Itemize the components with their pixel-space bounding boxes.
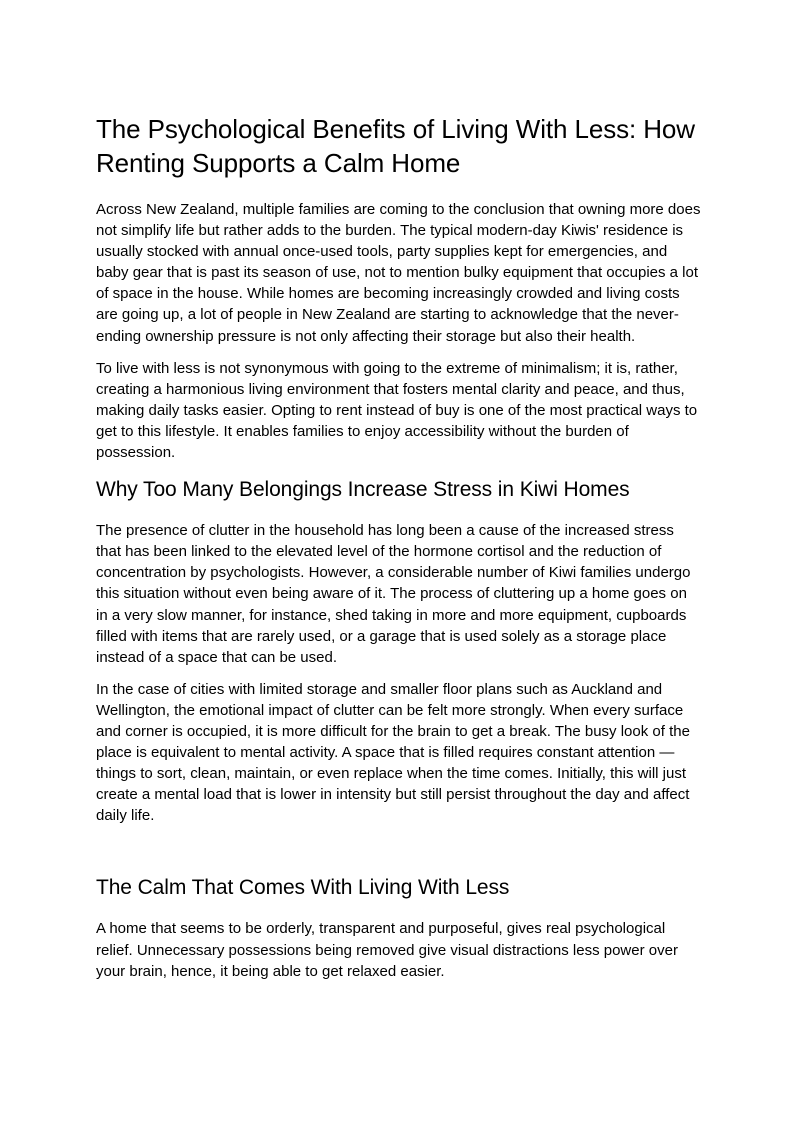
section-stress-paragraph-1: The presence of clutter in the household has long been a cause of the increased stress that has been linked to the elevated level of the hormone cortisol and the reduction of concentration by psychologists. However, a considerable number of Kiwi families undergo this situation without even being aware of it. The process of cluttering up a home goes on in a very slow manner, for instance, shed taking in more and more equipment, cupboards filled with items that are rarely used, or a garage that is used solely as a storage place instead of a space that can be used. (96, 522, 691, 666)
section-heading-calm: The Calm That Comes With Living With Less (96, 876, 510, 900)
section-stress-paragraph-2: In the case of cities with limited storage and smaller floor plans such as Auckland and Wellington, the emotional impact of clutter can be felt more strongly. When every surface and corner is occupied, it is more difficult for the brain to get a break. The busy look of the place is equivalent to mental activity. A space that is filled requires constant attention — things to sort, clean, maintain, or even replace when the time comes. Initially, this will just create a mental load that is lower in intensity but still persist throughout the day and affect daily life. (96, 680, 690, 825)
section-calm-paragraph-1: A home that seems to be orderly, transparent and purposeful, gives real psychological relief. Unnecessary possessions being removed give visual distractions less power over your brain, hence, it being able to get relaxed easier. (96, 920, 678, 980)
intro-paragraph-1: Across New Zealand, multiple families are coming to the conclusion that owning more does not simplify life but rather adds to the burden. The typical modern-day Kiwis' residence is usually stocked with annual once-used tools, party supplies kept for emergencies, and baby gear that is past its season of use, not to mention bulky equipment that occupies a lot of space in the house. While homes are becoming increasingly crowded and living costs are going up, a lot of people in New Zealand are starting to acknowledge that the never-ending ownership pressure is not only affecting their storage but also their health. (96, 201, 701, 345)
document-title: The Psychological Benefits of Living With Less: How Renting Supports a Calm Home (96, 114, 695, 178)
section-heading-stress: Why Too Many Belongings Increase Stress in Kiwi Homes (96, 478, 630, 502)
intro-paragraph-2: To live with less is not synonymous with going to the extreme of minimalism; it is, rather, creating a harmonious living environment that fosters mental clarity and peace, and thus, making daily tasks easier. Opting to rent instead of buy is one of the most practical ways to get to this lifestyle. It enables families to enjoy accessibility without the burden of possession. (96, 359, 698, 462)
document-page (96, 112, 702, 993)
